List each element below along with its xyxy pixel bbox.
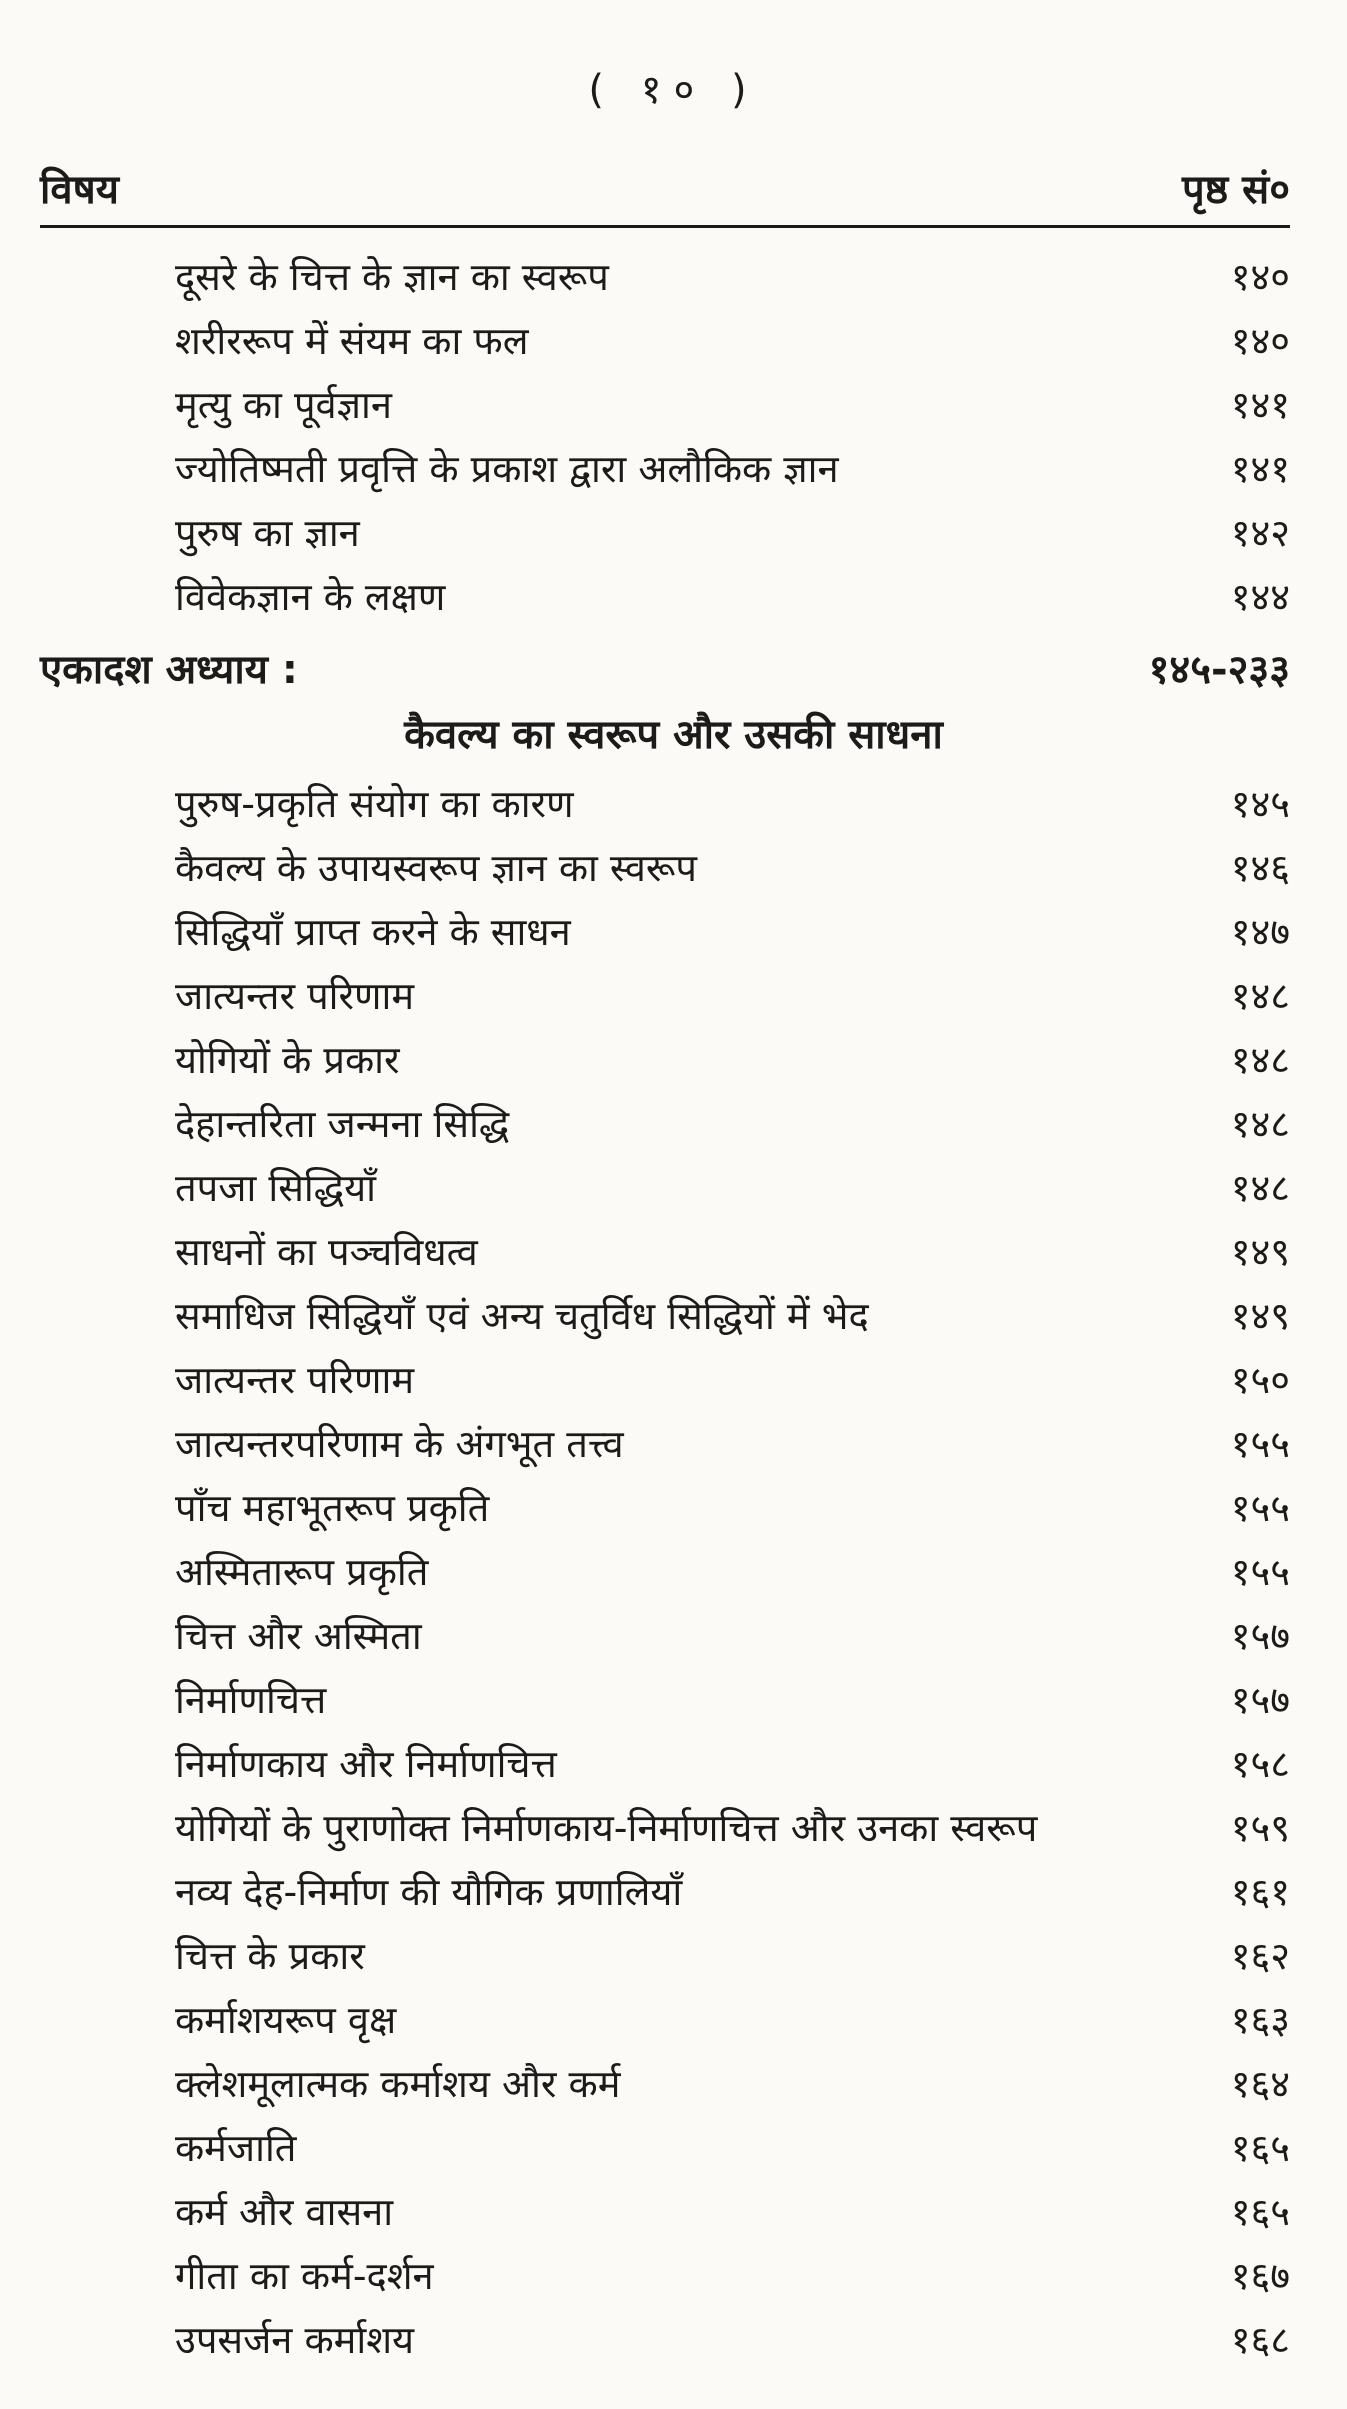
toc-entry bbox=[40, 2116, 1290, 2180]
entry-title: मृत्यु का पूर्वज्ञान bbox=[175, 383, 392, 427]
entry-page: १४८ bbox=[1230, 1102, 1290, 1146]
entry-title: जात्यन्तरपरिणाम के अंगभूत तत्त्व bbox=[175, 1422, 624, 1466]
entry-title: दूसरे के चित्त के ज्ञान का स्वरूप bbox=[175, 255, 609, 299]
toc-entry bbox=[40, 2052, 1290, 2116]
entry-title: साधनों का पञ्चविधत्व bbox=[175, 1230, 478, 1274]
chapter-heading bbox=[40, 640, 1290, 700]
entry-page: १५९ bbox=[1230, 1806, 1290, 1850]
toc-entry bbox=[40, 373, 1290, 437]
entry-page: १५७ bbox=[1230, 1678, 1290, 1722]
entry-title: समाधिज सिद्धियाँ एवं अन्य चतुर्विध सिद्धियों में भेद bbox=[175, 1294, 869, 1338]
entry-title: निर्माणकाय और निर्माणचित्त bbox=[175, 1742, 557, 1786]
entry-title: जात्यन्तर परिणाम bbox=[175, 974, 415, 1018]
entry-page: १४९ bbox=[1230, 1230, 1290, 1274]
entry-title: शरीररूप में संयम का फल bbox=[175, 319, 529, 363]
toc-entry bbox=[40, 1028, 1290, 1092]
entry-title: नव्य देह-निर्माण की यौगिक प्रणालियाँ bbox=[175, 1870, 683, 1914]
entry-page: १४१ bbox=[1230, 383, 1290, 427]
toc-section-chapter bbox=[40, 772, 1290, 2372]
entry-title: योगियों के प्रकार bbox=[175, 1038, 400, 1082]
entry-title: चित्त और अस्मिता bbox=[175, 1614, 422, 1658]
toc-entry bbox=[40, 2244, 1290, 2308]
toc-entry bbox=[40, 1860, 1290, 1924]
entry-title: पुरुष-प्रकृति संयोग का कारण bbox=[175, 782, 574, 826]
toc-section-continued bbox=[40, 245, 1290, 629]
entry-page: १६८ bbox=[1230, 2318, 1290, 2362]
toc-entry bbox=[40, 2180, 1290, 2244]
entry-title: निर्माणचित्त bbox=[175, 1678, 327, 1722]
toc-entry bbox=[40, 1732, 1290, 1796]
entry-page: १४८ bbox=[1230, 974, 1290, 1018]
entry-page: १६४ bbox=[1230, 2062, 1290, 2106]
toc-entry bbox=[40, 1604, 1290, 1668]
entry-page: १६३ bbox=[1230, 1998, 1290, 2042]
entry-page: १४० bbox=[1230, 255, 1290, 299]
toc-entry bbox=[40, 836, 1290, 900]
entry-title: गीता का कर्म-दर्शन bbox=[175, 2254, 434, 2298]
chapter-title: एकादश अध्याय : bbox=[40, 647, 298, 693]
entry-title: उपसर्जन कर्माशय bbox=[175, 2318, 415, 2362]
toc-entry bbox=[40, 1412, 1290, 1476]
entry-title: चित्त के प्रकार bbox=[175, 1934, 365, 1978]
toc-entry bbox=[40, 1988, 1290, 2052]
entry-page: १४१ bbox=[1230, 447, 1290, 491]
header-divider bbox=[40, 225, 1290, 228]
chapter-subtitle: कैवल्य का स्वरूप और उसकी साधना bbox=[404, 712, 943, 758]
entry-title: कर्माशयरूप वृक्ष bbox=[175, 1998, 397, 2042]
subject-column-label: विषय bbox=[40, 167, 119, 213]
toc-entry bbox=[40, 1668, 1290, 1732]
entry-page: १६२ bbox=[1230, 1934, 1290, 1978]
entry-title: कर्मजाति bbox=[175, 2126, 297, 2170]
entry-title: योगियों के पुराणोक्त निर्माणकाय-निर्माणचित्त और उनका स्वरूप bbox=[175, 1806, 1038, 1850]
toc-entry bbox=[40, 900, 1290, 964]
entry-title: कर्म और वासना bbox=[175, 2190, 394, 2234]
entry-page: १४८ bbox=[1230, 1038, 1290, 1082]
entry-title: ज्योतिष्मती प्रवृत्ति के प्रकाश द्वारा अलौकिक ज्ञान bbox=[175, 447, 839, 491]
toc-entry bbox=[40, 1220, 1290, 1284]
entry-page: १४८ bbox=[1230, 1166, 1290, 1210]
entry-page: १५० bbox=[1230, 1358, 1290, 1402]
toc-entry bbox=[40, 309, 1290, 373]
toc-entry bbox=[40, 501, 1290, 565]
entry-title: तपजा सिद्धियाँ bbox=[175, 1166, 376, 1210]
entry-title: पाँच महाभूतरूप प्रकृति bbox=[175, 1486, 490, 1530]
entry-title: सिद्धियाँ प्राप्त करने के साधन bbox=[175, 910, 571, 954]
entry-page: १४२ bbox=[1230, 511, 1290, 555]
entry-page: १५५ bbox=[1230, 1486, 1290, 1530]
entry-page: १४७ bbox=[1230, 910, 1290, 954]
entry-page: १४६ bbox=[1230, 846, 1290, 890]
entry-title: पुरुष का ज्ञान bbox=[175, 511, 360, 555]
entry-title: कैवल्य के उपायस्वरूप ज्ञान का स्वरूप bbox=[175, 846, 697, 890]
entry-page: १६५ bbox=[1230, 2126, 1290, 2170]
toc-entry bbox=[40, 1796, 1290, 1860]
toc-entry bbox=[40, 245, 1290, 309]
toc-entry bbox=[40, 1284, 1290, 1348]
toc-entry bbox=[40, 772, 1290, 836]
entry-page: १५५ bbox=[1230, 1422, 1290, 1466]
entry-page: १६७ bbox=[1230, 2254, 1290, 2298]
toc-entry bbox=[40, 565, 1290, 629]
toc-entry bbox=[40, 437, 1290, 501]
chapter-page-range: १४५-२३३ bbox=[1148, 647, 1290, 693]
entry-page: १५७ bbox=[1230, 1614, 1290, 1658]
entry-title: क्लेशमूलात्मक कर्माशय और कर्म bbox=[175, 2062, 621, 2106]
entry-page: १५८ bbox=[1230, 1742, 1290, 1786]
entry-title: जात्यन्तर परिणाम bbox=[175, 1358, 415, 1402]
entry-page: १५५ bbox=[1230, 1550, 1290, 1594]
entry-title: अस्मितारूप प्रकृति bbox=[175, 1550, 429, 1594]
entry-page: १४९ bbox=[1230, 1294, 1290, 1338]
toc-entry bbox=[40, 1156, 1290, 1220]
entry-page: १६१ bbox=[1230, 1870, 1290, 1914]
page-column-label: पृष्ठ सं० bbox=[1181, 167, 1290, 213]
toc-entry bbox=[40, 1476, 1290, 1540]
entry-page: १४० bbox=[1230, 319, 1290, 363]
toc-header bbox=[40, 160, 1290, 220]
toc-entry bbox=[40, 2308, 1290, 2372]
entry-page: १४४ bbox=[1230, 575, 1290, 619]
toc-entry bbox=[40, 964, 1290, 1028]
entry-page: १६५ bbox=[1230, 2190, 1290, 2234]
toc-entry bbox=[40, 1092, 1290, 1156]
toc-entry bbox=[40, 1348, 1290, 1412]
entry-title: विवेकज्ञान के लक्षण bbox=[175, 575, 446, 619]
entry-page: १४५ bbox=[1230, 782, 1290, 826]
page-number: ( १० ) bbox=[588, 67, 759, 113]
entry-title: देहान्तरिता जन्मना सिद्धि bbox=[175, 1102, 510, 1146]
toc-entry bbox=[40, 1540, 1290, 1604]
toc-entry bbox=[40, 1924, 1290, 1988]
